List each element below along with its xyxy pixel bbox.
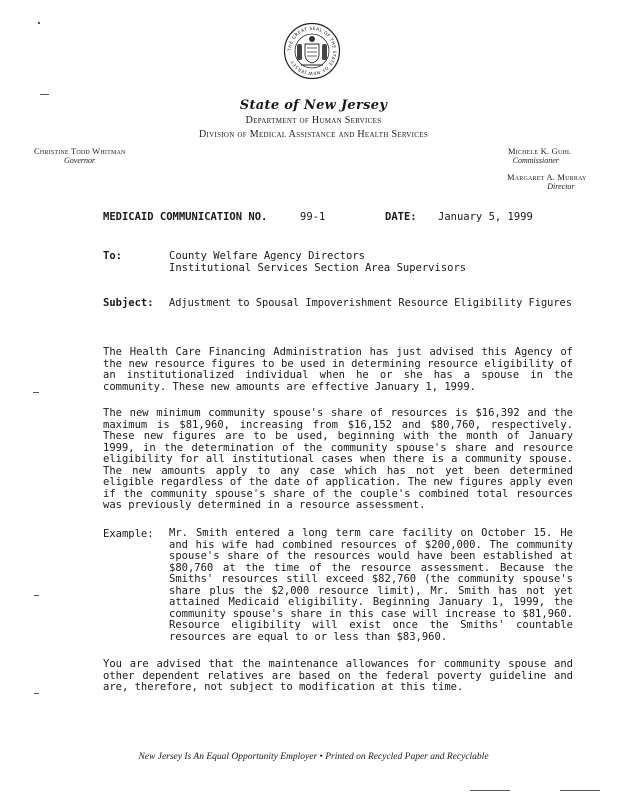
state-title: State of New Jersey xyxy=(239,98,388,113)
subject-value: Adjustment to Spousal Impoverishment Resource Eligibility Figures xyxy=(169,297,572,309)
director-title: Director xyxy=(547,182,575,191)
division-name: Division of Medical Assistance and Health Services xyxy=(198,129,429,140)
governor-title: Governor xyxy=(64,156,96,165)
commissioner-title: Commissioner xyxy=(512,156,559,165)
governor-name: Christine Todd Whitman xyxy=(34,146,126,156)
state-seal-icon xyxy=(283,22,341,80)
subject-label: Subject: xyxy=(103,297,154,309)
director-name: Margaret A. Murray xyxy=(507,172,587,182)
scan-speck xyxy=(34,595,39,596)
paragraph-3: You are advised that the maintenance allowances for community spouse and other dependent relatives are based on the federal poverty guideline and are, therefore, not subject to modification at this time. xyxy=(103,658,573,693)
paragraph-1: The Health Care Financing Administration has just advised this Agency of the new resource figures to be used in determining resource eligibility of an institutionalized individual when he or she has a spouse in the community. These new amounts are effective January 1, 1999. xyxy=(103,346,573,393)
date-label: DATE: xyxy=(385,211,417,223)
scan-speck xyxy=(38,22,40,24)
to-line-1: County Welfare Agency Directors xyxy=(169,250,365,262)
scan-speck xyxy=(40,94,49,95)
seal-text: THE GREAT SEAL OF THE STATE OF NEW JERSEY xyxy=(287,26,337,76)
date-value: January 5, 1999 xyxy=(438,211,533,223)
commissioner-name: Michele K. Guhl xyxy=(508,146,571,156)
footer-note: New Jersey Is An Equal Opportunity Employer • Printed on Recycled Paper and Recyclable xyxy=(138,752,489,762)
scan-speck xyxy=(33,392,39,393)
communication-number: 99-1 xyxy=(300,211,326,223)
governor-block xyxy=(34,146,126,165)
communication-label: MEDICAID COMMUNICATION NO. xyxy=(103,211,268,223)
to-label: To: xyxy=(103,250,122,262)
example-label: Example: xyxy=(103,528,154,540)
to-line-2: Institutional Services Section Area Supervisors xyxy=(169,262,467,274)
scan-speck xyxy=(560,790,600,791)
director-block xyxy=(507,172,587,191)
example-text: Mr. Smith entered a long term care facility on October 15. He and his wife had combined resources of $200,000. The community spouse's share of the resources would have been established at $80,760 at the time of the resource assessment. Because the Smiths' resources still exceed $82,760 (the community spouse's share plus the $2,000 resource limit), Mr. Smith has not yet attained Medicaid eligibility. Beginning January 1, 1999, the community spouse's share in this case will increase to $81,960. Resource eligibility will exist once the Smiths' countable resources are equal to or less than $83,960. xyxy=(169,527,573,643)
scan-speck xyxy=(34,693,39,694)
svg-text:THE GREAT SEAL OF THE STATE OF xyxy=(287,26,337,76)
paragraph-2: The new minimum community spouse's share of resources is $16,392 and the maximum is $81,960, increasing from $16,152 and $80,760, respectively. These new figures are to be used, beginning with the month of January 1999, in the determination of the community spouse's share and resource eligibility for all institutional cases when there is a community spouse. The new amounts apply to any case which has not yet been determined eligible regardless of the date of application. The new figures apply even if the community spouse's share of the couple's combined total resources was previously determined in a resource assessment. xyxy=(103,407,573,511)
scan-speck xyxy=(470,790,510,791)
department-name: Department of Human Services xyxy=(245,115,382,126)
commissioner-block xyxy=(508,146,571,165)
